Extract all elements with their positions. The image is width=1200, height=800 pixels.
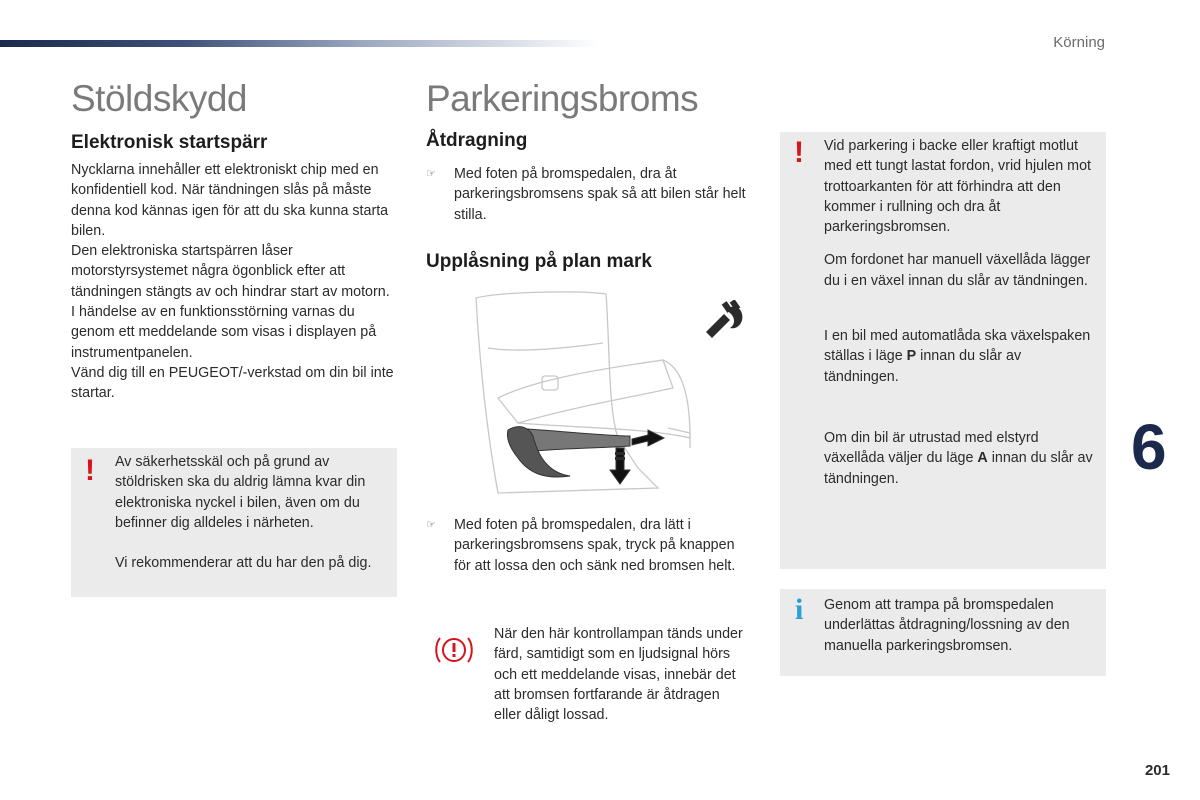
paragraph: Vänd dig till en PEUGEOT/-verkstad om din bil inte startar.	[71, 364, 394, 402]
heading-release: Upplåsning på plan mark	[426, 251, 652, 272]
pointer-icon: ☞	[426, 519, 436, 531]
info-text: Genom att trampa på bromspedalen underlättas åtdragning/lossning av den manuella parkeringsbromsen.	[824, 597, 1070, 654]
warning-paragraph: Om din bil är utrustad med elstyrd växellåda väljer du läge A innan du slår av tändningen.	[824, 429, 1093, 487]
info-icon: i	[795, 593, 804, 626]
paragraph: I händelse av en funktionsstörning varnas du genom ett meddelande som visas i displayen på instrumentpanelen.	[71, 304, 377, 361]
warning-text	[115, 452, 393, 573]
pointer-icon: ☞	[426, 168, 436, 180]
paragraph: Den elektroniska startspärren låser motorstyrsystemet några ögonblick efter att tändningen stängts av och hindrar start av motorn.	[71, 243, 390, 300]
warning-paragraph: I en bil med automatlåda ska växelspaken ställas i läge P innan du slår av tändningen.	[824, 328, 1091, 385]
info-box	[780, 589, 1106, 676]
page-title-left: Stöldskydd	[71, 78, 247, 119]
foot-on-pedal-icon	[702, 300, 746, 340]
bullet-text: Med foten på bromspedalen, dra lätt i parkeringsbromsens spak, tryck på knappen för att lossa den och sänk ned bromsen helt.	[454, 517, 736, 574]
subtitle-immobiliser: Elektronisk startspärr	[71, 132, 268, 153]
warning-paragraph: Om fordonet har manuell växellåda lägger du i en växel innan du slår av tändningen.	[824, 252, 1091, 289]
warning-box-right	[780, 132, 1106, 569]
warning-text	[824, 136, 1096, 489]
paragraph: Nycklarna innehåller ett elektroniskt chip med en konfidentiell kod. När tändningen slås på måste denna kod kännas igen för att du ska kunna starta bilen.	[71, 162, 389, 239]
warning-paragraph: Vid parkering i backe eller kraftigt motlut med ett tungt lastat fordon, vrid hjulen mot trottoarkanten för att förhindra att den kommer i rullning och dra åt parkeringsbromsen.	[824, 138, 1092, 236]
heading-apply: Åtdragning	[426, 130, 528, 151]
warning-paragraph: Vi rekommenderar att du har den på dig.	[115, 555, 372, 572]
page-title-middle: Parkeringsbroms	[426, 78, 699, 119]
warning-lamp-text: När den här kontrollampan tänds under färd, samtidigt som en ljudsignal hörs och ett meddelande visas, innebär det att bromsen fortfarande är åtdragen eller dåligt lossad.	[494, 626, 743, 724]
section-title: Körning	[1053, 34, 1105, 51]
brake-warning-lamp-icon	[434, 632, 474, 668]
warning-box-left	[71, 448, 397, 597]
warning-icon: !	[794, 136, 804, 169]
warning-icon: !	[85, 454, 95, 487]
bullet-text: Med foten på bromspedalen, dra åt parkeringsbromsens spak så att bilen står helt stilla.	[454, 166, 746, 223]
header-gradient-bar	[0, 40, 600, 47]
immobiliser-text	[71, 160, 396, 404]
chapter-number: 6	[1131, 411, 1167, 483]
page-number: 201	[1144, 762, 1170, 779]
warning-paragraph: Av säkerhetsskäl och på grund av stöldrisken ska du aldrig lämna kvar din elektroniska nyckel i bilen, även om du befinner dig alldeles i närheten.	[115, 454, 366, 531]
